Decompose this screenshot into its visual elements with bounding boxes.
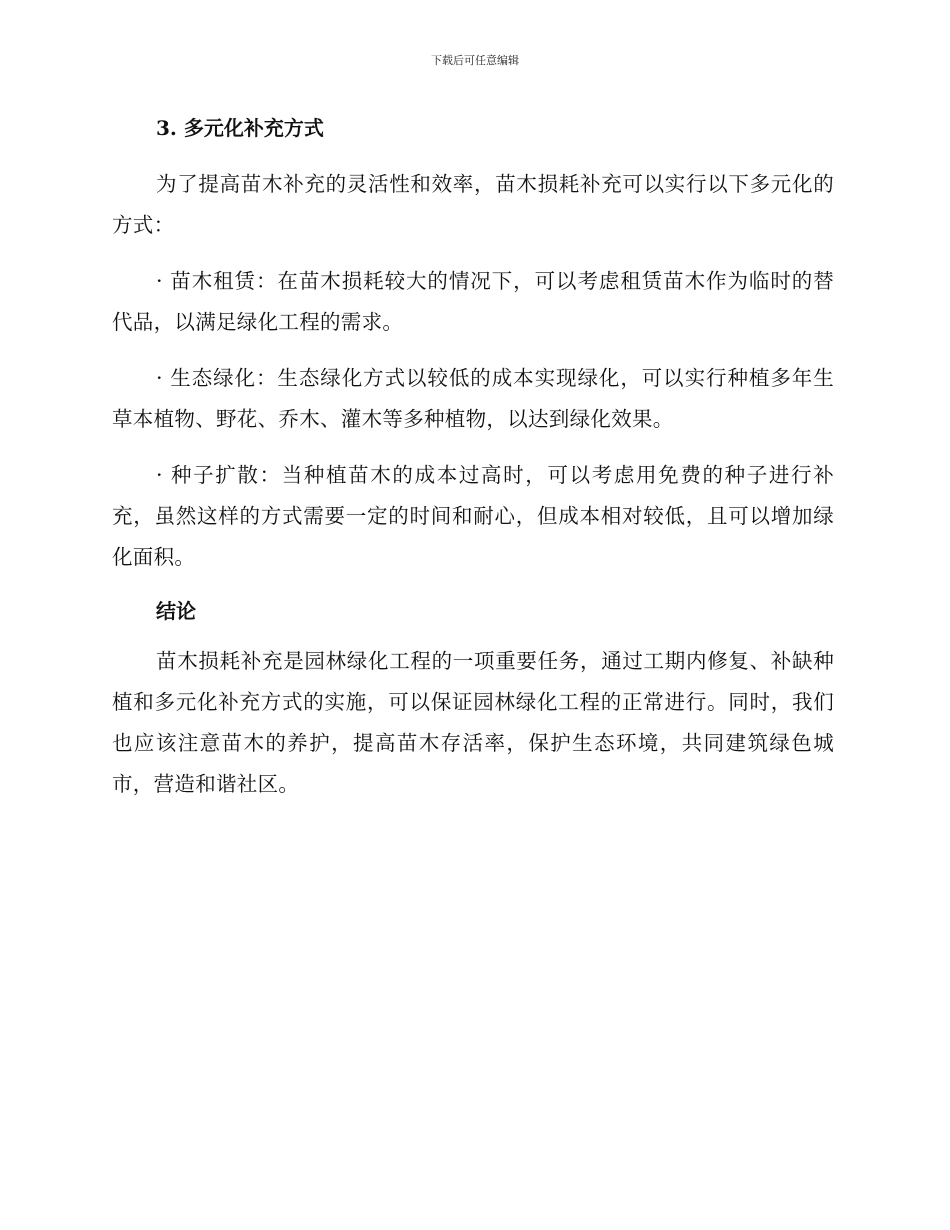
conclusion-paragraph: 苗木损耗补充是园林绿化工程的一项重要任务，通过工期内修复、补缺种植和多元化补充方式的实施，可以保证园林绿化工程的正常进行。同时，我们也应该注意苗木的养护，提高苗木存活率，保护生态环境，共同建筑绿色城市，营造和谐社区。 — [112, 649, 834, 796]
conclusion-heading: 结论 — [156, 599, 196, 623]
list-item-seed-dispersal: · 种子扩散：当种植苗木的成本过高时，可以考虑用免费的种子进行补充，虽然这样的方式需要一定的时间和耐心，但成本相对较低，且可以增加绿化面积。 — [112, 463, 834, 569]
document-body — [112, 110, 834, 805]
section-heading: 3. 多元化补充方式 — [156, 116, 324, 140]
section-intro-paragraph: 为了提高苗木补充的灵活性和效率，苗木损耗补充可以实行以下多元化的方式： — [112, 172, 834, 237]
page-header: 下载后可任意编辑 — [431, 54, 519, 67]
list-item-seedling-rental: · 苗木租赁：在苗木损耗较大的情况下，可以考虑租赁苗木作为临时的替代品，以满足绿化工程的需求。 — [112, 269, 834, 334]
list-item-ecological-greening: · 生态绿化：生态绿化方式以较低的成本实现绿化，可以实行种植多年生草本植物、野花、乔木、灌木等多种植物，以达到绿化效果。 — [112, 366, 834, 431]
